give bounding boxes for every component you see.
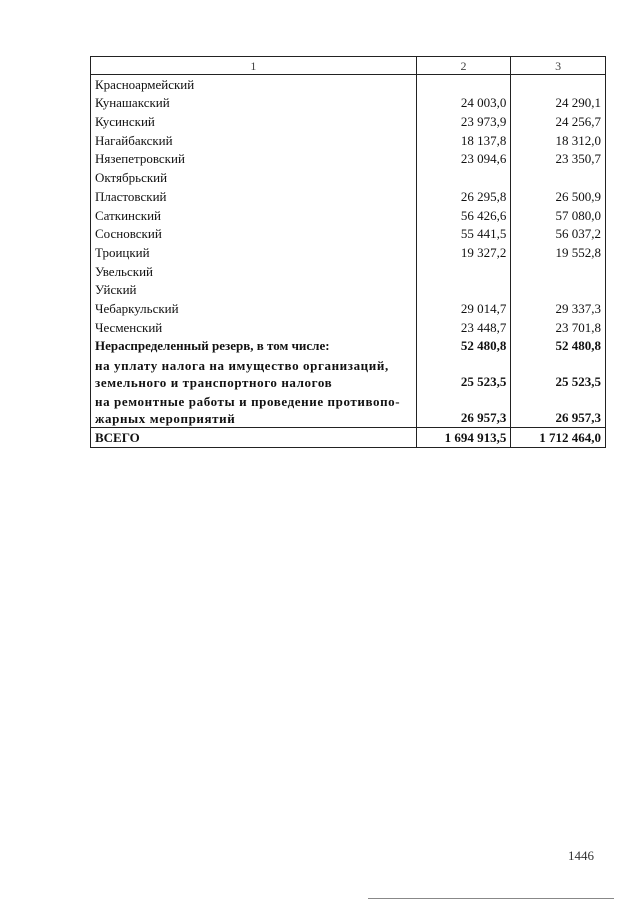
table-header-row [91, 57, 606, 75]
district-name: Троицкий [91, 243, 417, 262]
value-col-3: 23 701,8 [511, 318, 606, 337]
table-row [91, 299, 606, 318]
budget-table [90, 56, 606, 448]
value-col-2 [416, 75, 511, 94]
district-name: Нагайбакский [91, 131, 417, 150]
value-col-2: 23 094,6 [416, 150, 511, 169]
table-row [91, 262, 606, 281]
table-row [91, 75, 606, 94]
district-name: Октябрьский [91, 168, 417, 187]
value-col-2 [416, 281, 511, 300]
footer-rule [368, 898, 614, 899]
total-label: ВСЕГО [91, 428, 417, 448]
value-col-2: 23 448,7 [416, 318, 511, 337]
value-col-2: 23 973,9 [416, 112, 511, 131]
district-name: Красноармейский [91, 75, 417, 94]
district-name: Нязепетровский [91, 150, 417, 169]
total-value-col-3: 1 712 464,0 [511, 428, 606, 448]
table-row [91, 318, 606, 337]
total-row [91, 428, 606, 448]
value-col-3: 23 350,7 [511, 150, 606, 169]
value-col-2 [416, 262, 511, 281]
district-name: Чесменский [91, 318, 417, 337]
table-row [91, 206, 606, 225]
tax-reserve-label-line-1: на уплату налога на имущество организаций, [95, 358, 389, 374]
total-value-col-2: 1 694 913,5 [416, 428, 511, 448]
value-col-3: 29 337,3 [511, 299, 606, 318]
tax-reserve-label [91, 355, 417, 391]
value-col-3 [511, 281, 606, 300]
header-col-3: 3 [511, 57, 606, 75]
district-name: Кунашакский [91, 94, 417, 113]
district-name: Чебаркульский [91, 299, 417, 318]
header-col-1: 1 [91, 57, 417, 75]
value-col-3: 19 552,8 [511, 243, 606, 262]
table-row [91, 168, 606, 187]
district-name: Саткинский [91, 206, 417, 225]
table-row [91, 112, 606, 131]
repair-reserve-label [91, 391, 417, 428]
value-col-3: 24 290,1 [511, 94, 606, 113]
value-col-2: 26 295,8 [416, 187, 511, 206]
value-col-2: 29 014,7 [416, 299, 511, 318]
value-col-3 [511, 168, 606, 187]
district-name: Сосновский [91, 225, 417, 244]
tax-reserve-row [91, 355, 606, 391]
table-row [91, 243, 606, 262]
tax-reserve-value-col-3: 25 523,5 [511, 355, 606, 391]
tax-reserve-label-line-2: земельного и транспортного налогов [95, 375, 333, 391]
value-col-3: 18 312,0 [511, 131, 606, 150]
value-col-2: 19 327,2 [416, 243, 511, 262]
value-col-3: 26 500,9 [511, 187, 606, 206]
repair-reserve-row [91, 391, 606, 428]
reserve-value-col-2: 52 480,8 [416, 337, 511, 356]
district-name: Уйский [91, 281, 417, 300]
value-col-3 [511, 262, 606, 281]
value-col-3: 57 080,0 [511, 206, 606, 225]
reserve-row [91, 337, 606, 356]
table-row [91, 225, 606, 244]
table-row [91, 94, 606, 113]
repair-reserve-value-col-3: 26 957,3 [511, 391, 606, 428]
page-number: 1446 [568, 848, 594, 863]
repair-reserve-value-col-2: 26 957,3 [416, 391, 511, 428]
value-col-3 [511, 75, 606, 94]
tax-reserve-value-col-2: 25 523,5 [416, 355, 511, 391]
header-col-2: 2 [416, 57, 511, 75]
district-name: Кусинский [91, 112, 417, 131]
repair-reserve-label-line-1: на ремонтные работы и проведение противопо- [95, 394, 401, 410]
table-row [91, 150, 606, 169]
value-col-2: 56 426,6 [416, 206, 511, 225]
repair-reserve-label-line-2: жарных мероприятий [95, 411, 236, 427]
value-col-2: 18 137,8 [416, 131, 511, 150]
value-col-3: 56 037,2 [511, 225, 606, 244]
value-col-3: 24 256,7 [511, 112, 606, 131]
reserve-value-col-3: 52 480,8 [511, 337, 606, 356]
value-col-2: 55 441,5 [416, 225, 511, 244]
value-col-2: 24 003,0 [416, 94, 511, 113]
reserve-label: Нераспределенный резерв, в том числе: [91, 337, 417, 356]
table-row [91, 281, 606, 300]
table-row [91, 187, 606, 206]
value-col-2 [416, 168, 511, 187]
table-row [91, 131, 606, 150]
district-name: Увельский [91, 262, 417, 281]
district-name: Пластовский [91, 187, 417, 206]
